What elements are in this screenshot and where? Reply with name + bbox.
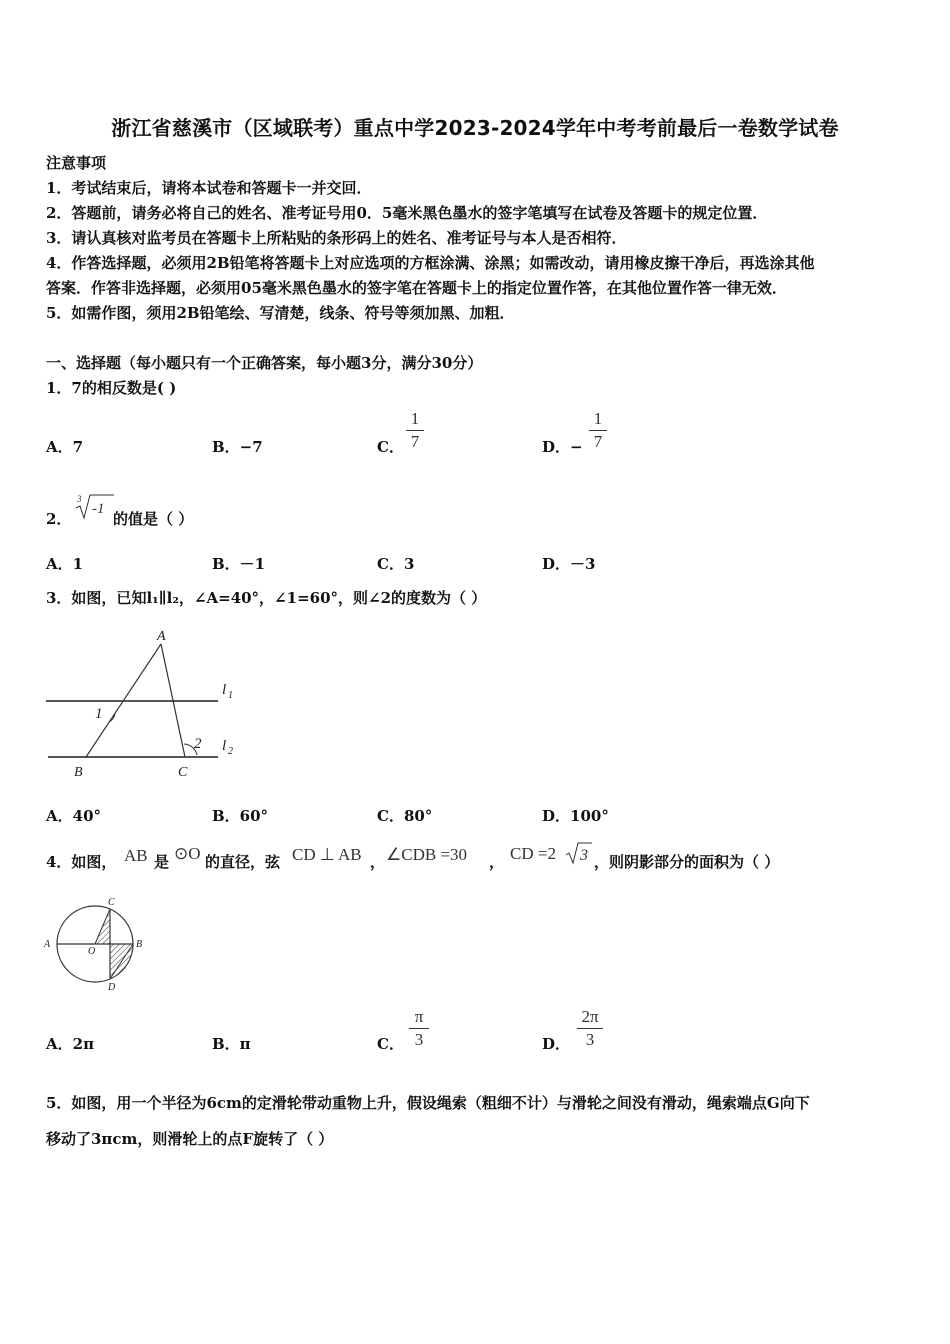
label-b: B xyxy=(136,939,143,950)
q4-comma: ， xyxy=(489,853,505,871)
q4-figure xyxy=(40,893,160,993)
q4-comma: ， xyxy=(370,853,386,871)
notice-item: 1．考试结束后，请将本试卷和答题卡一并交回． xyxy=(46,179,372,197)
label-a: A xyxy=(157,629,166,644)
q3-figure xyxy=(40,622,250,782)
question-5-line1: 5．如图，用一个半径为6cm的定滑轮带动重物上升，假设绳索（粗细不计）与滑轮之间没有滑动，绳索端点G向下 xyxy=(46,1094,810,1112)
q4-ab: AB xyxy=(124,846,148,865)
q2-option-b: B．－1 xyxy=(212,555,266,573)
label-c: C xyxy=(178,765,188,780)
q4-option-c-fraction: π 3 xyxy=(409,1008,429,1049)
q2-option-d: D．－3 xyxy=(542,555,596,573)
label-a: A xyxy=(44,939,51,950)
q1-option-d-fraction: 1 7 xyxy=(589,410,607,451)
radicand: -1 xyxy=(92,501,105,517)
section-heading: 一、选择题（每小题只有一个正确答案，每小题3分，满分30分） xyxy=(46,354,483,372)
q1-option-d: D．− xyxy=(542,438,583,456)
notice-item: 5．如需作图，须用2B铅笔绘、写清楚，线条、符号等须加黑、加粗． xyxy=(46,304,515,322)
q3-option-d: D．100° xyxy=(542,807,609,825)
q3-option-c: C．80° xyxy=(377,807,433,825)
label-angle-1: 1 xyxy=(95,706,103,722)
q4-option-d: D． xyxy=(542,1035,571,1053)
label-o: O xyxy=(88,946,96,957)
q4-option-d-fraction: 2π 3 xyxy=(577,1008,603,1049)
sqrt-icon xyxy=(565,840,593,866)
q4-cd-length: CD =2 xyxy=(510,844,556,863)
q2-option-a: A．1 xyxy=(46,555,84,573)
q2-cube-root xyxy=(74,492,114,526)
question-1-stem: 1．7的相反数是( ) xyxy=(46,379,177,397)
q3-option-b: B．60° xyxy=(212,807,269,825)
root-index: 3 xyxy=(77,494,82,504)
q4-option-b: B．π xyxy=(212,1035,251,1053)
q4-diameter: 的直径，弦 xyxy=(205,853,281,871)
question-2-stem: 的值是（ ） xyxy=(113,510,194,528)
q1-option-c-fraction: 1 7 xyxy=(406,410,424,451)
label-b: B xyxy=(74,765,83,780)
question-5-line2: 移动了3πcm，则滑轮上的点F旋转了（ ） xyxy=(46,1130,334,1148)
question-2-number: 2． xyxy=(46,510,72,528)
q4-option-c: C． xyxy=(377,1035,404,1053)
notice-item: 答案．作答非选择题，必须用05毫米黑色墨水的签字笔在答题卡上的指定位置作答，在其他位置作答一律无效． xyxy=(46,279,787,297)
notice-item: 4．作答选择题，必须用2B铅笔将答题卡上对应选项的方框涂满、涂黑；如需改动，请用橡皮擦干净后，再选涂其他 xyxy=(46,254,815,272)
label-angle-2: 2 xyxy=(194,736,202,752)
label-d: D xyxy=(108,982,116,993)
notice-item: 3．请认真核对监考员在答题卡上所粘贴的条形码上的姓名、准考证号与本人是否相符． xyxy=(46,229,627,247)
q4-option-a: A．2π xyxy=(46,1035,95,1053)
label-l2: l xyxy=(222,738,227,754)
q4-cd-perp-ab: CD ⊥ AB xyxy=(292,845,362,864)
notice-item: 2．答题前，请务必将自己的姓名、准考证号用0．5毫米黑色墨水的签字笔填写在试卷及答题卡的规定位置． xyxy=(46,204,768,222)
q4-angle-cdb: ∠CDB =30 xyxy=(386,845,468,864)
q4-is: 是 xyxy=(154,853,170,871)
q4-circle-o: ⊙O xyxy=(174,844,201,863)
question-3-stem: 3．如图，已知l₁∥l₂，∠A=40°，∠1=60°，则∠2的度数为（ ） xyxy=(46,589,487,607)
radical-sign-icon xyxy=(74,492,114,522)
q2-option-c: C．3 xyxy=(377,555,415,573)
sqrt-radicand: 3 xyxy=(580,847,588,864)
label-l2-subscript: 2 xyxy=(228,746,233,757)
q1-option-a: A．7 xyxy=(46,438,84,456)
label-l1: l xyxy=(222,682,227,698)
q1-option-c: C． xyxy=(377,438,404,456)
page-title: 浙江省慈溪市（区域联考）重点中学2023-2024学年中考考前最后一卷数学试卷 xyxy=(111,116,839,140)
question-4-number: 4．如图， xyxy=(46,853,117,871)
notice-heading: 注意事项 xyxy=(46,154,107,172)
q3-option-a: A．40° xyxy=(46,807,102,825)
question-4-stem-tail: ，则阴影部分的面积为（ ） xyxy=(594,853,780,871)
q1-option-b: B．−7 xyxy=(212,438,263,456)
label-c: C xyxy=(108,897,115,908)
label-l1-subscript: 1 xyxy=(228,690,233,701)
